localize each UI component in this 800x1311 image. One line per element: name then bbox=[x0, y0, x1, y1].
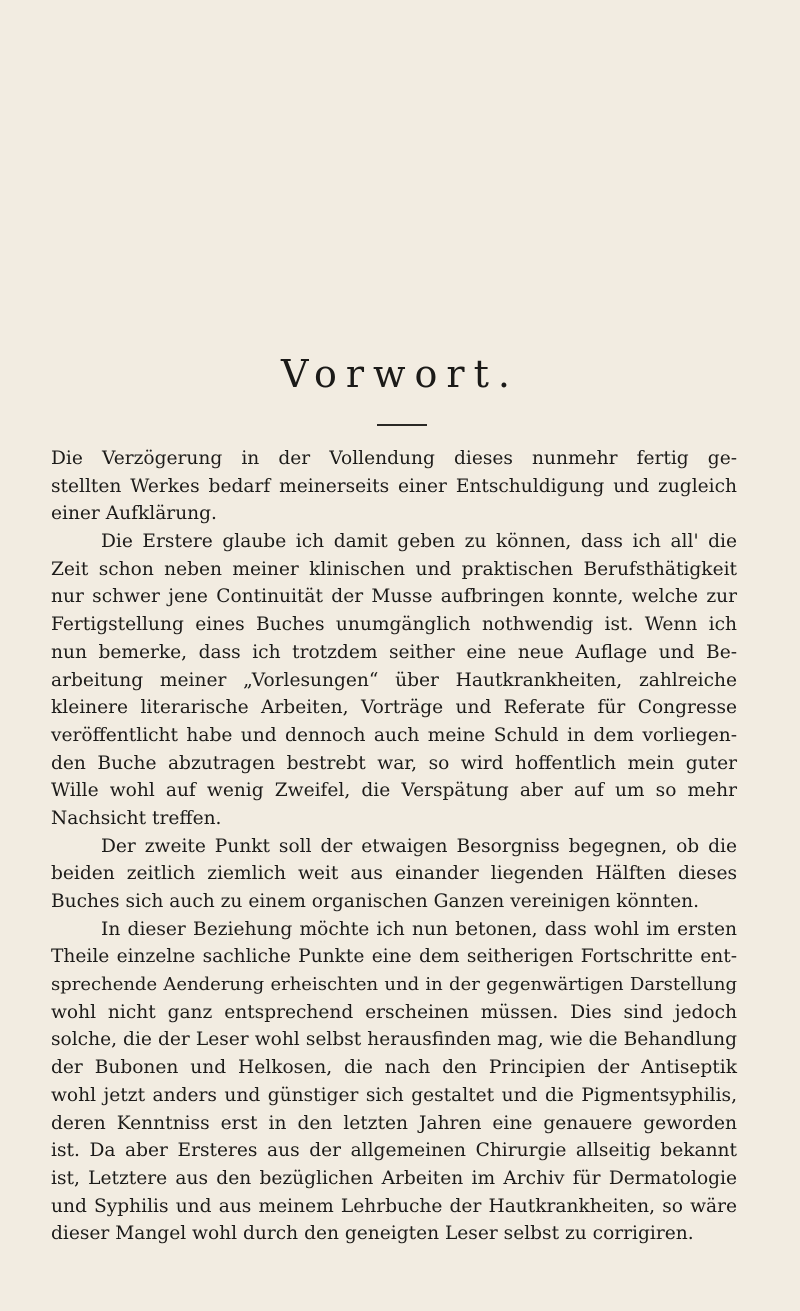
text-line: Buches sich auch zu einem organischen Ganzen vereinigen könnten. bbox=[51, 891, 700, 912]
text-line: nun bemerke, dass ich trotzdem seither eine neue Auflage und Be- bbox=[51, 641, 737, 663]
text-line: ist. Da aber Ersteres aus der allgemeinen Chirurgie allseitig bekannt bbox=[51, 1140, 737, 1162]
text-line: einer Aufklärung. bbox=[51, 503, 217, 525]
text-line: In dieser Beziehung möchte ich nun betonen, dass wohl im ersten bbox=[101, 918, 737, 940]
text-line: und Syphilis und aus meinem Lehrbuche der Hautkrankheiten, so wäre bbox=[51, 1195, 737, 1217]
text-line: arbeitung meiner „Vorlesungen“ über Hautkrankheiten, zahlreiche bbox=[51, 669, 737, 691]
page-title: Vorwort. bbox=[281, 352, 519, 396]
preface-text bbox=[51, 445, 737, 1248]
text-line: sprechende Aenderung erheischten und in der gegenwärtigen Darstellung bbox=[51, 974, 737, 996]
text-line: Zeit schon neben meiner klinischen und praktischen Berufsthätigkeit bbox=[51, 558, 737, 580]
text-line: der Bubonen und Helkosen, die nach den Principien der Antiseptik bbox=[51, 1057, 737, 1079]
text-line: nur schwer jene Continuität der Musse aufbringen konnte, welche zur bbox=[51, 586, 737, 608]
text-line: Nachsicht treffen. bbox=[51, 807, 222, 829]
text-line: Die Erstere glaube ich damit geben zu können, dass ich all' die bbox=[101, 531, 737, 553]
text-line: Der zweite Punkt soll der etwaigen Besorgniss begegnen, ob die bbox=[101, 835, 737, 857]
text-line: Theile einzelne sachliche Punkte eine dem seitherigen Fortschritte ent- bbox=[51, 946, 737, 968]
text-line: kleinere literarische Arbeiten, Vorträge und Referate für Congresse bbox=[51, 697, 737, 719]
text-line: beiden zeitlich ziemlich weit aus einander liegenden Hälften dieses bbox=[51, 863, 737, 885]
text-line: stellten Werkes bedarf meinerseits einer Entschuldigung und zugleich bbox=[51, 475, 737, 497]
text-line: dieser Mangel wohl durch den geneigten Leser selbst zu corrigiren. bbox=[51, 1223, 694, 1245]
text-line: Die Verzögerung in der Vollendung dieses nunmehr fertig ge- bbox=[51, 448, 737, 469]
text-line: deren Kenntniss erst in den letzten Jahren eine genauere geworden bbox=[51, 1112, 737, 1134]
text-line: solche, die der Leser wohl selbst herausfinden mag, wie die Behandlung bbox=[51, 1029, 737, 1051]
text-line: wohl jetzt anders und günstiger sich gestaltet und die Pigmentsyphilis, bbox=[51, 1084, 737, 1106]
text-line: ist, Letztere aus den bezüglichen Arbeiten im Archiv für Dermatologie bbox=[51, 1167, 737, 1189]
text-line: wohl nicht ganz entsprechend erscheinen müssen. Dies sind jedoch bbox=[51, 1001, 737, 1023]
text-line: veröffentlicht habe und dennoch auch meine Schuld in dem vorliegen- bbox=[51, 724, 737, 746]
text-line: den Buche abzutragen bestrebt war, so wird hoffentlich mein guter bbox=[51, 752, 737, 774]
text-line: Wille wohl auf wenig Zweifel, die Verspätung aber auf um so mehr bbox=[51, 780, 737, 802]
title-rule bbox=[377, 424, 427, 426]
text-line: Fertigstellung eines Buches unumgänglich nothwendig ist. Wenn ich bbox=[51, 614, 737, 636]
